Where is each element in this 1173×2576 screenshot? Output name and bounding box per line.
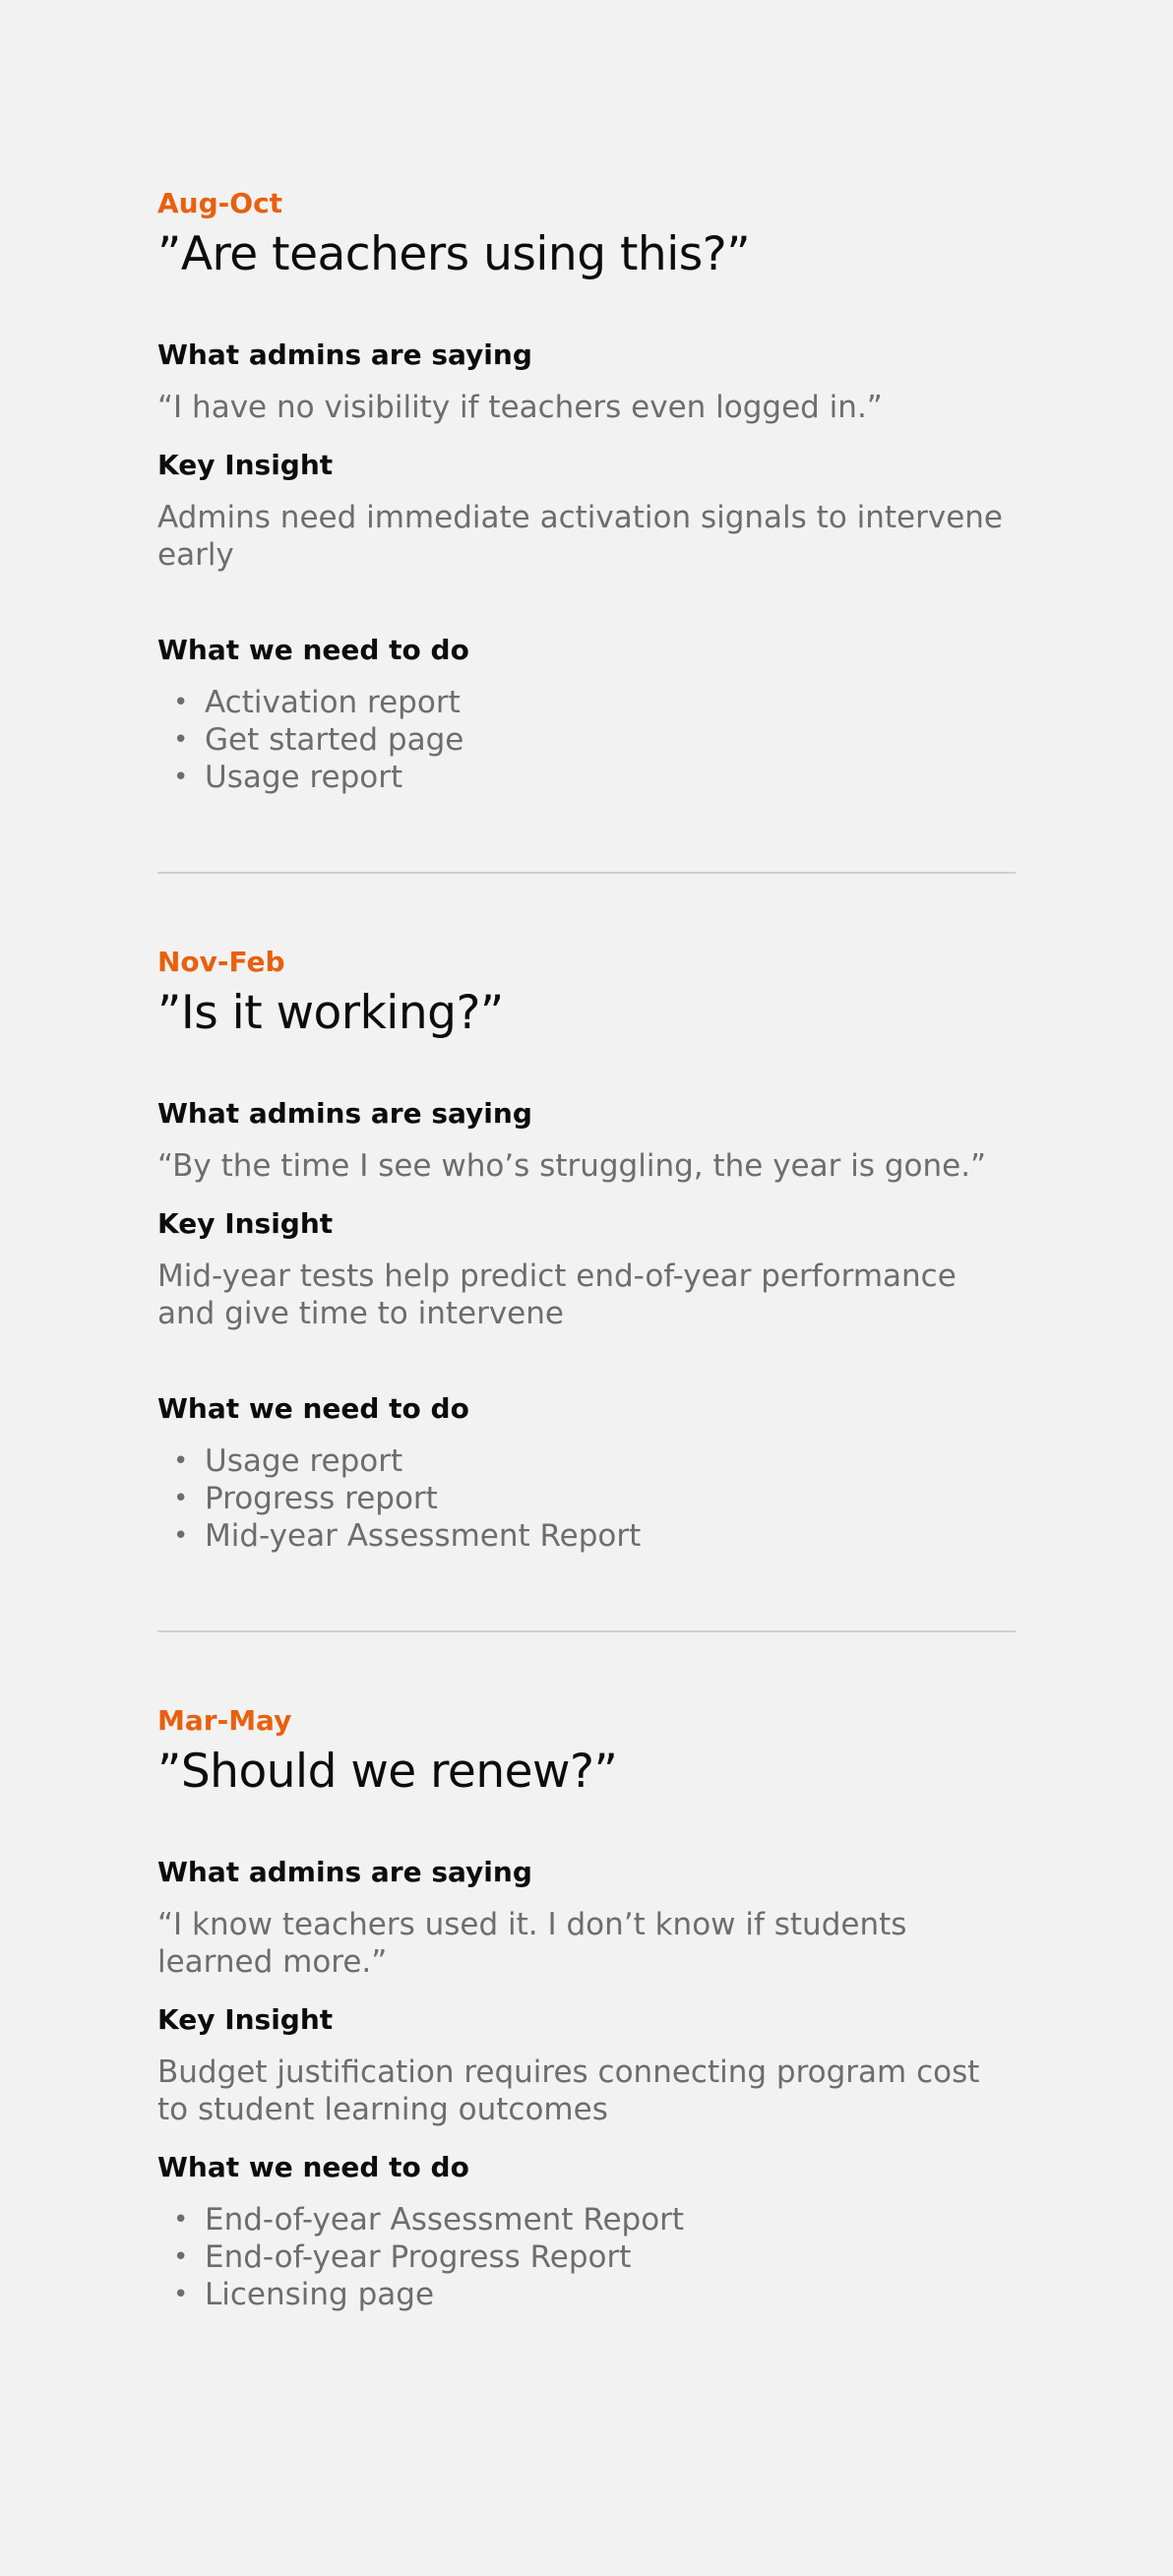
saying-label: What admins are saying [157, 338, 532, 371]
insight-label: Key Insight [157, 449, 334, 481]
list-item: • End-of-year Assessment Report [157, 2201, 1016, 2239]
todo-label: What we need to do [157, 2151, 469, 2183]
saying-label: What admins are saying [157, 1097, 532, 1130]
period-label: Nov-Feb [157, 946, 285, 978]
list-item: • End-of-year Progress Report [157, 2239, 1016, 2276]
list-item: • Progress report [157, 1480, 1016, 1517]
admin-quote: “I know teachers used it. I don’t know if students learned more.” [157, 1907, 907, 1980]
timeline-section-mar-may [157, 1704, 1016, 2313]
section-headline: ”Is it working?” [157, 986, 504, 1040]
timeline-section-nov-feb [157, 946, 1016, 1555]
todo-list [157, 1442, 1016, 1555]
list-item: • Usage report [157, 759, 1016, 796]
insight-label: Key Insight [157, 2003, 334, 2036]
insight-text: Mid-year tests help predict end-of-year performance and give time to intervene [157, 1258, 957, 1331]
page-content [157, 187, 1016, 2313]
list-item: • Usage report [157, 1442, 1016, 1480]
insight-text: Admins need immediate activation signals to intervene early [157, 500, 1004, 573]
todo-list [157, 2201, 1016, 2313]
saying-label: What admins are saying [157, 1856, 532, 1888]
todo-label: What we need to do [157, 634, 469, 666]
todo-label: What we need to do [157, 1392, 469, 1425]
section-divider [157, 1630, 1016, 1632]
list-item: • Get started page [157, 721, 1016, 759]
period-label: Aug-Oct [157, 187, 283, 219]
section-divider [157, 872, 1016, 874]
section-headline: ”Are teachers using this?” [157, 227, 751, 281]
list-item: • Activation report [157, 684, 1016, 721]
todo-list [157, 684, 1016, 796]
admin-quote: “I have no visibility if teachers even logged in.” [157, 390, 883, 425]
section-headline: ”Should we renew?” [157, 1745, 618, 1799]
period-label: Mar-May [157, 1704, 292, 1737]
list-item: • Mid-year Assessment Report [157, 1517, 1016, 1555]
list-item: • Licensing page [157, 2276, 1016, 2313]
insight-text: Budget justification requires connecting program cost to student learning outcomes [157, 2055, 980, 2127]
insight-label: Key Insight [157, 1207, 334, 1240]
timeline-section-aug-oct [157, 187, 1016, 796]
admin-quote: “By the time I see who’s struggling, the year is gone.” [157, 1148, 987, 1184]
